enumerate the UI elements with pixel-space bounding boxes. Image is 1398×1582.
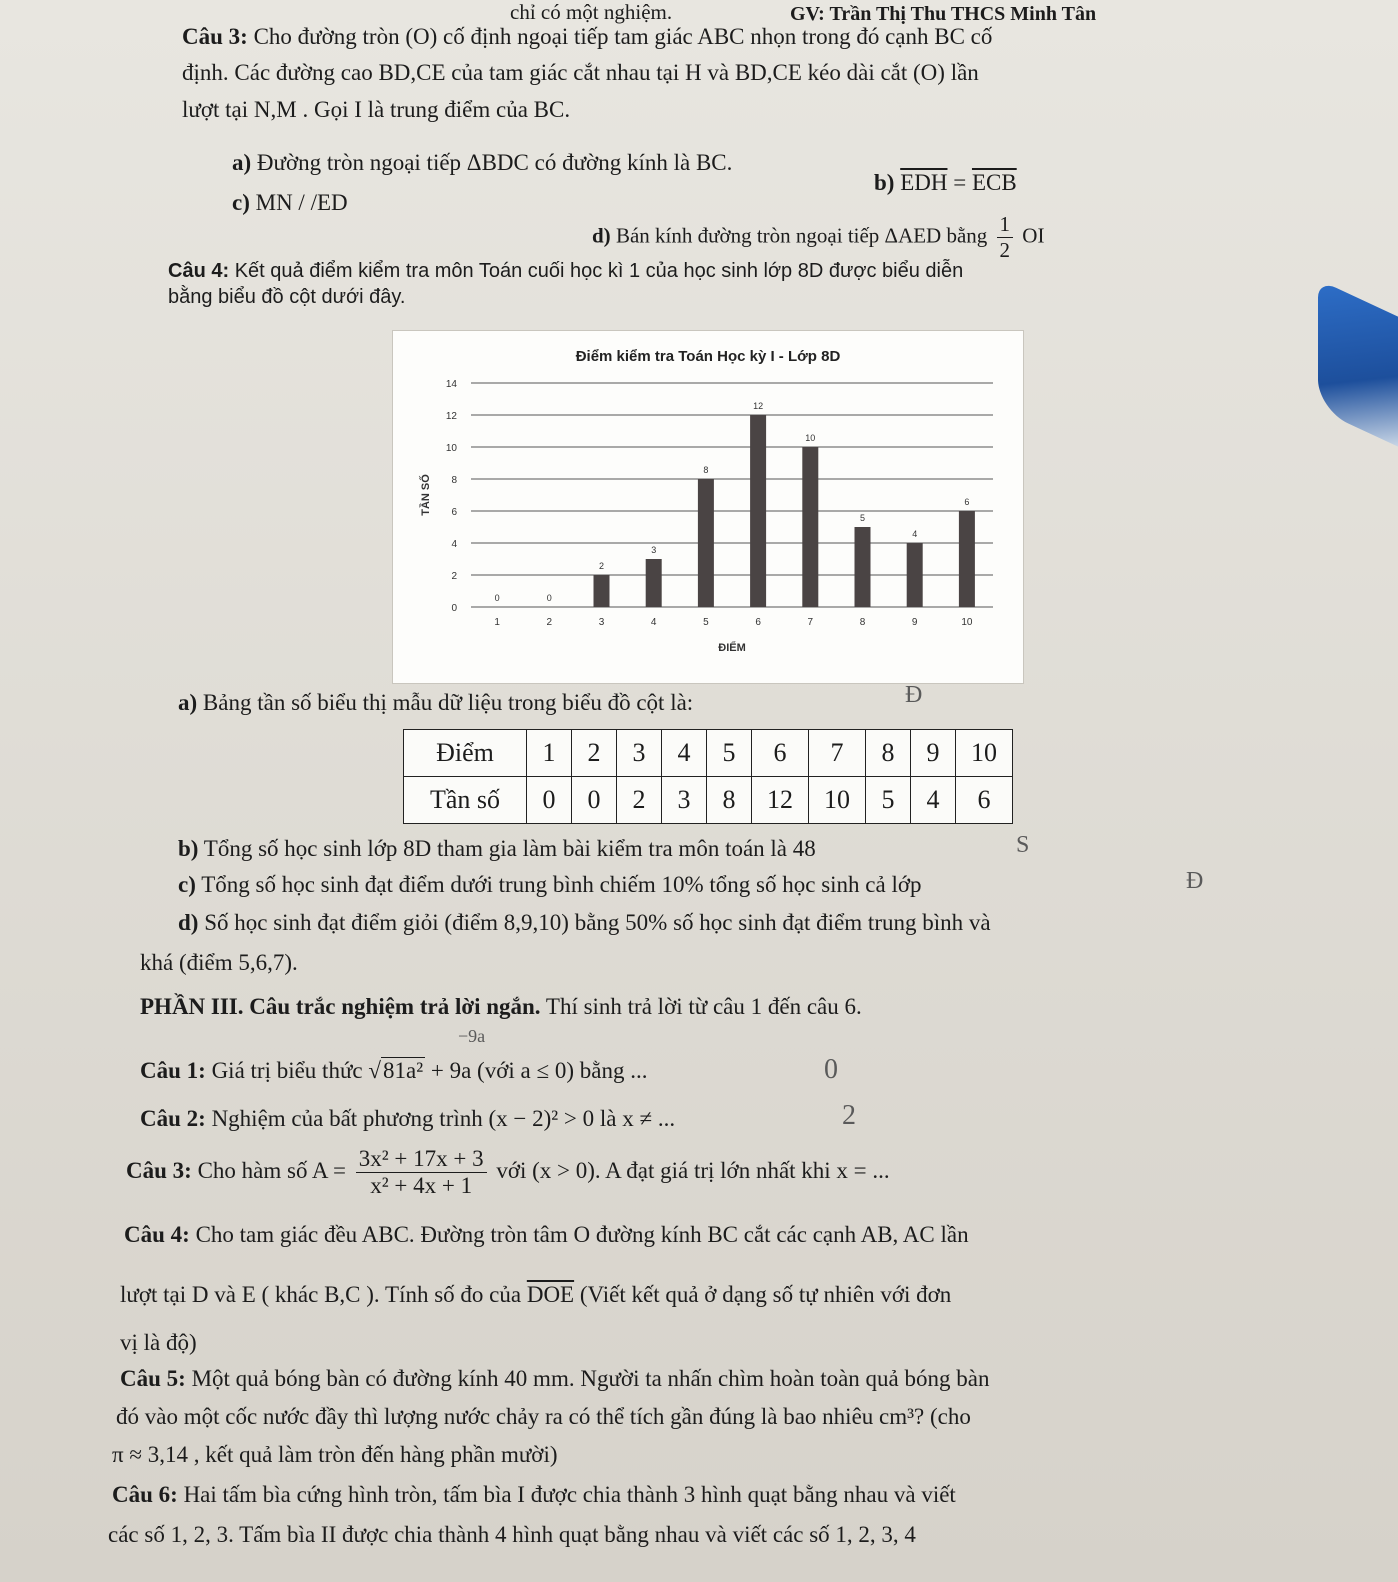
fraction-denominator: 2	[999, 238, 1011, 262]
item-text: Tổng số học sinh lớp 8D tham gia làm bài kiểm tra môn toán là 48	[203, 836, 816, 861]
item-text: Bảng tần số biểu thị mẫu dữ liệu trong biểu đồ cột là:	[202, 690, 694, 715]
data-label: 8	[703, 465, 709, 475]
item-text: Số học sinh đạt điểm giỏi (điểm 8,9,10) bằng 50% số học sinh đạt điểm trung bình và	[204, 910, 991, 935]
bar-chart	[392, 330, 1024, 684]
short-question-5	[120, 1366, 989, 1392]
bar	[750, 415, 766, 607]
item-a	[178, 690, 693, 716]
fraction-denominator: x² + 4x + 1	[370, 1173, 473, 1198]
fraction-numerator: 1	[997, 212, 1014, 238]
question-label: Câu 2:	[140, 1106, 206, 1131]
y-tick-label: 12	[445, 411, 457, 422]
item-text: MN / /ED	[255, 190, 348, 215]
bar	[959, 511, 975, 607]
question-text: định. Các đường cao BD,CE của tam giác cắt nhau tại H và BD,CE kéo dài cắt (O) lần	[182, 60, 979, 85]
bar	[594, 575, 610, 607]
data-label: 0	[494, 593, 500, 603]
fraction	[356, 1146, 487, 1199]
short-question-3	[126, 1146, 890, 1199]
question-text: vị là độ)	[120, 1330, 197, 1355]
item-label: a)	[232, 150, 252, 175]
question-label: Câu 3:	[182, 24, 248, 49]
bar	[855, 527, 871, 607]
item-text: Đường tròn ngoại tiếp ΔBDC có đường kính là BC.	[256, 150, 733, 175]
bar	[802, 447, 818, 607]
table-cell: 2	[572, 730, 617, 777]
x-tick-label: 2	[546, 617, 553, 628]
item-label: d)	[592, 223, 611, 248]
item-label: b)	[874, 170, 895, 195]
data-label: 0	[546, 593, 552, 603]
bar	[907, 543, 923, 607]
table-cell: 4	[662, 730, 707, 777]
item-d	[592, 212, 1044, 263]
handwritten-answer: 2	[842, 1100, 856, 1131]
sqrt-radicand: 81a²	[383, 1058, 424, 1083]
question-text: + 9a	[430, 1058, 472, 1083]
data-label: 5	[859, 513, 866, 523]
table-cell: 8	[707, 777, 752, 824]
item-d	[178, 910, 991, 936]
bar	[698, 479, 714, 607]
handwritten-answer: 0	[824, 1054, 838, 1085]
table-cell: 9	[911, 730, 956, 777]
y-tick-label: 6	[451, 507, 457, 518]
x-tick-label: 7	[807, 617, 814, 628]
short-question-6	[112, 1482, 956, 1508]
x-tick-label: 1	[494, 617, 500, 628]
item-label: a)	[178, 690, 198, 715]
table-cell: 4	[911, 777, 956, 824]
handwritten-mark: Đ	[905, 682, 923, 708]
bar	[646, 559, 662, 607]
handwritten-mark: S	[1016, 832, 1030, 858]
question-text: Giá trị biểu thức	[211, 1058, 363, 1083]
question-label: Câu 5:	[120, 1366, 186, 1391]
y-tick-label: 10	[445, 443, 457, 454]
arc-angle: $\overline{DOE}$	[526, 1282, 575, 1307]
short-question-4	[124, 1222, 969, 1248]
y-axis-label: TẦN SỐ	[420, 474, 432, 516]
item-label: b)	[178, 836, 199, 861]
question-text: Cho hàm số A =	[197, 1157, 346, 1183]
x-axis-label: ĐIỂM	[718, 642, 746, 654]
x-tick-label: 5	[703, 617, 709, 628]
question-text: các số 1, 2, 3. Tấm bìa II được chia thành 4 hình quạt bằng nhau và viết các số 1, 2, 3, 4	[108, 1522, 916, 1547]
pen-photo-object	[1318, 279, 1398, 446]
data-label: 4	[912, 529, 918, 539]
table-cell: 0	[572, 777, 617, 824]
handwritten-mark: Đ	[1186, 868, 1204, 894]
table-cell: 10	[809, 777, 866, 824]
table-header-cell: Điểm	[404, 730, 527, 777]
geometry-question	[182, 24, 992, 50]
item-label: c)	[232, 190, 250, 215]
item-label: d)	[178, 910, 199, 935]
section-title: PHẦN III. Câu trắc nghiệm trả lời ngắn.	[140, 994, 541, 1019]
frequency-table	[403, 729, 1013, 824]
question-text: lượt tại N,M . Gọi I là trung điểm của BC.	[182, 97, 571, 122]
table-cell: 0	[527, 777, 572, 824]
table-cell: 5	[866, 777, 911, 824]
x-tick-label: 4	[650, 617, 657, 628]
question-label: Câu 6:	[112, 1482, 178, 1507]
item-a	[232, 150, 732, 176]
sqrt-sign: √	[368, 1058, 381, 1083]
data-label: 6	[964, 497, 970, 507]
chart-title: Điểm kiểm tra Toán Học kỳ I - Lớp 8D	[575, 348, 841, 365]
question-text: Một quả bóng bàn có đường kính 40 mm. Người ta nhấn chìm hoàn toàn quả bóng bàn	[191, 1366, 990, 1391]
y-tick-label: 4	[451, 539, 457, 550]
item-text: Tổng số học sinh đạt điểm dưới trung bình chiếm 10% tổng số học sinh cả lớp	[201, 872, 922, 897]
x-tick-label: 3	[598, 617, 605, 628]
question-text: với (x > 0). A đạt giá trị lớn nhất khi x = ...	[496, 1157, 890, 1183]
y-tick-label: 2	[451, 571, 457, 582]
item-c	[178, 872, 922, 898]
item-b	[874, 170, 1017, 196]
item-text: Bán kính đường tròn ngoại tiếp ΔAED bằng	[615, 223, 988, 248]
question-text: lượt tại D và E ( khác B,C ). Tính số đo của	[120, 1282, 522, 1307]
equals-sign: =	[953, 170, 967, 195]
bar-chart-svg	[393, 331, 1023, 683]
table-cell: 1	[527, 730, 572, 777]
short-question-2	[140, 1106, 675, 1132]
x-tick-label: 9	[911, 617, 918, 628]
question-text: đó vào một cốc nước đầy thì lượng nước chảy ra có thể tích gần đúng là bao nhiêu cm³? (cho	[116, 1404, 971, 1429]
data-label: 12	[753, 401, 764, 411]
question-text: (với a ≤ 0) bằng ...	[477, 1058, 648, 1083]
table-cell: 7	[809, 730, 866, 777]
arc-angle: $\overline{ECB}$	[971, 170, 1017, 195]
question-text: Cho đường tròn (O) cố định ngoại tiếp tam giác ABC nhọn trong đó cạnh BC cố	[253, 24, 993, 49]
question-text: (Viết kết quả ở dạng số tự nhiên với đơn	[579, 1282, 952, 1307]
item-b	[178, 836, 816, 862]
table-cell: 8	[866, 730, 911, 777]
y-tick-label: 8	[451, 475, 457, 486]
table-cell: 2	[617, 777, 662, 824]
table-cell: 3	[662, 777, 707, 824]
item-label: c)	[178, 872, 196, 897]
item-text: khá (điểm 5,6,7).	[140, 950, 298, 975]
y-tick-label: 0	[451, 603, 457, 614]
short-question-1	[140, 1058, 647, 1084]
question-label: Câu 4:	[124, 1222, 190, 1247]
question-text: Nghiệm của bất phương trình (x − 2)² > 0 là x ≠ ...	[211, 1106, 676, 1131]
data-label: 3	[651, 545, 657, 555]
x-tick-label: 8	[859, 617, 866, 628]
x-tick-label: 10	[961, 617, 973, 628]
short-question-4-line2	[120, 1282, 951, 1308]
data-label: 2	[598, 561, 605, 571]
table-cell: 12	[752, 777, 809, 824]
data-label: 10	[805, 433, 816, 443]
fraction-numerator: 3x² + 17x + 3	[356, 1146, 487, 1173]
table-row	[404, 730, 1013, 777]
question-label: Câu 4:	[168, 260, 230, 282]
table-cell: 6	[956, 777, 1013, 824]
question-text: Kết quả điểm kiểm tra môn Toán cuối học kì 1 của học sinh lớp 8D được biểu diễn	[234, 260, 964, 282]
stats-question	[168, 260, 963, 283]
teacher-name: GV: Trần Thị Thu THCS Minh Tân	[790, 3, 1097, 25]
y-tick-label: 14	[445, 379, 457, 390]
question-label: Câu 1:	[140, 1058, 206, 1083]
table-cell: 10	[956, 730, 1013, 777]
item-c	[232, 190, 348, 216]
table-cell: 6	[752, 730, 809, 777]
question-text: Cho tam giác đều ABC. Đường tròn tâm O đường kính BC cắt các cạnh AB, AC lần	[195, 1222, 969, 1247]
fraction	[997, 212, 1014, 263]
question-text: π ≈ 3,14 , kết quả làm tròn đến hàng phần mười)	[112, 1442, 558, 1467]
table-cell: 5	[707, 730, 752, 777]
section-subtitle: Thí sinh trả lời từ câu 1 đến câu 6.	[545, 994, 862, 1019]
question-text: bằng biểu đồ cột dưới đây.	[168, 286, 406, 308]
table-row	[404, 777, 1013, 824]
item-text: OI	[1022, 223, 1045, 248]
table-header-cell: Tần số	[404, 777, 527, 824]
question-text: Hai tấm bìa cứng hình tròn, tấm bìa I được chia thành 3 hình quạt bằng nhau và viết	[183, 1482, 956, 1507]
part-heading	[140, 994, 862, 1020]
header-fragment: chỉ có một nghiệm.	[510, 0, 673, 24]
table-cell: 3	[617, 730, 662, 777]
x-tick-label: 6	[755, 617, 761, 628]
handwritten-note: −9a	[458, 1026, 486, 1046]
arc-angle: $\overline{EDH}$	[900, 170, 948, 195]
question-label: Câu 3:	[126, 1157, 192, 1183]
